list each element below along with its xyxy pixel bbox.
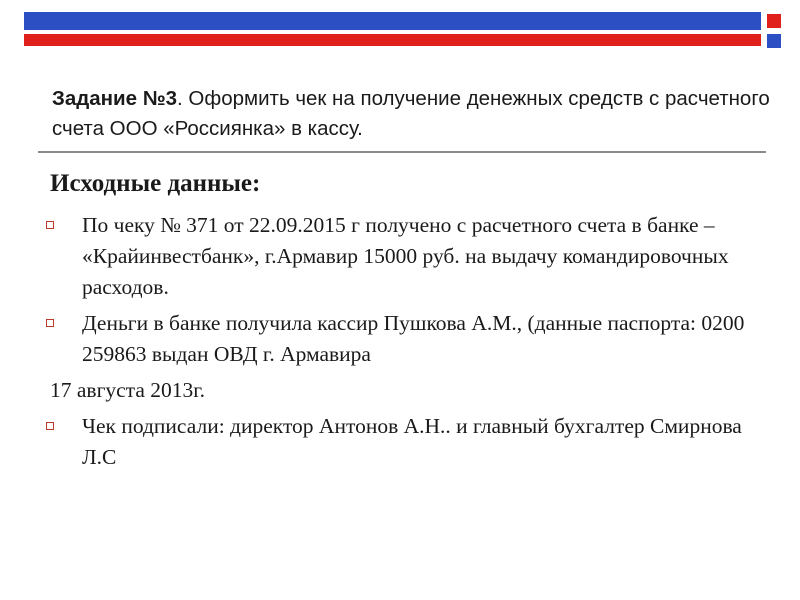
square-bullet-icon: [46, 319, 54, 327]
list-item-text: Деньги в банке получила кассир Пушкова А.М., (данные паспорта: 0200 259863 выдан ОВД г. Армавира: [82, 311, 745, 366]
list-item: [40, 210, 780, 303]
square-bullet-icon: [46, 221, 54, 229]
list-item-text: Чек подписали: директор Антонов А.Н.. и главный бухгалтер Смирнова Л.С: [82, 414, 742, 469]
date-line: 17 августа 2013г.: [50, 378, 206, 402]
section-heading: Исходные данные:: [50, 170, 261, 197]
list-item: [40, 308, 780, 370]
content-list: [40, 210, 780, 478]
title-divider: [38, 151, 766, 153]
square-bullet-icon: [46, 422, 54, 430]
list-item-text: По чеку № 371 от 22.09.2015 г получено с расчетного счета в банке – «Крайинвестбанк», г.Армавир 15000 руб. на выдачу командировочных расходов.: [82, 213, 729, 299]
corner-square-blue: [767, 34, 781, 48]
slide-title: [52, 84, 772, 144]
header-bar-red: [24, 34, 761, 46]
header-bar-blue: [24, 12, 761, 30]
list-item: [40, 411, 780, 473]
task-description: . Оформить чек на получение денежных средств с расчетного счета ООО «Россиянка» в кассу.: [52, 87, 770, 140]
task-label: Задание №3: [52, 87, 177, 110]
corner-square-red: [767, 14, 781, 28]
